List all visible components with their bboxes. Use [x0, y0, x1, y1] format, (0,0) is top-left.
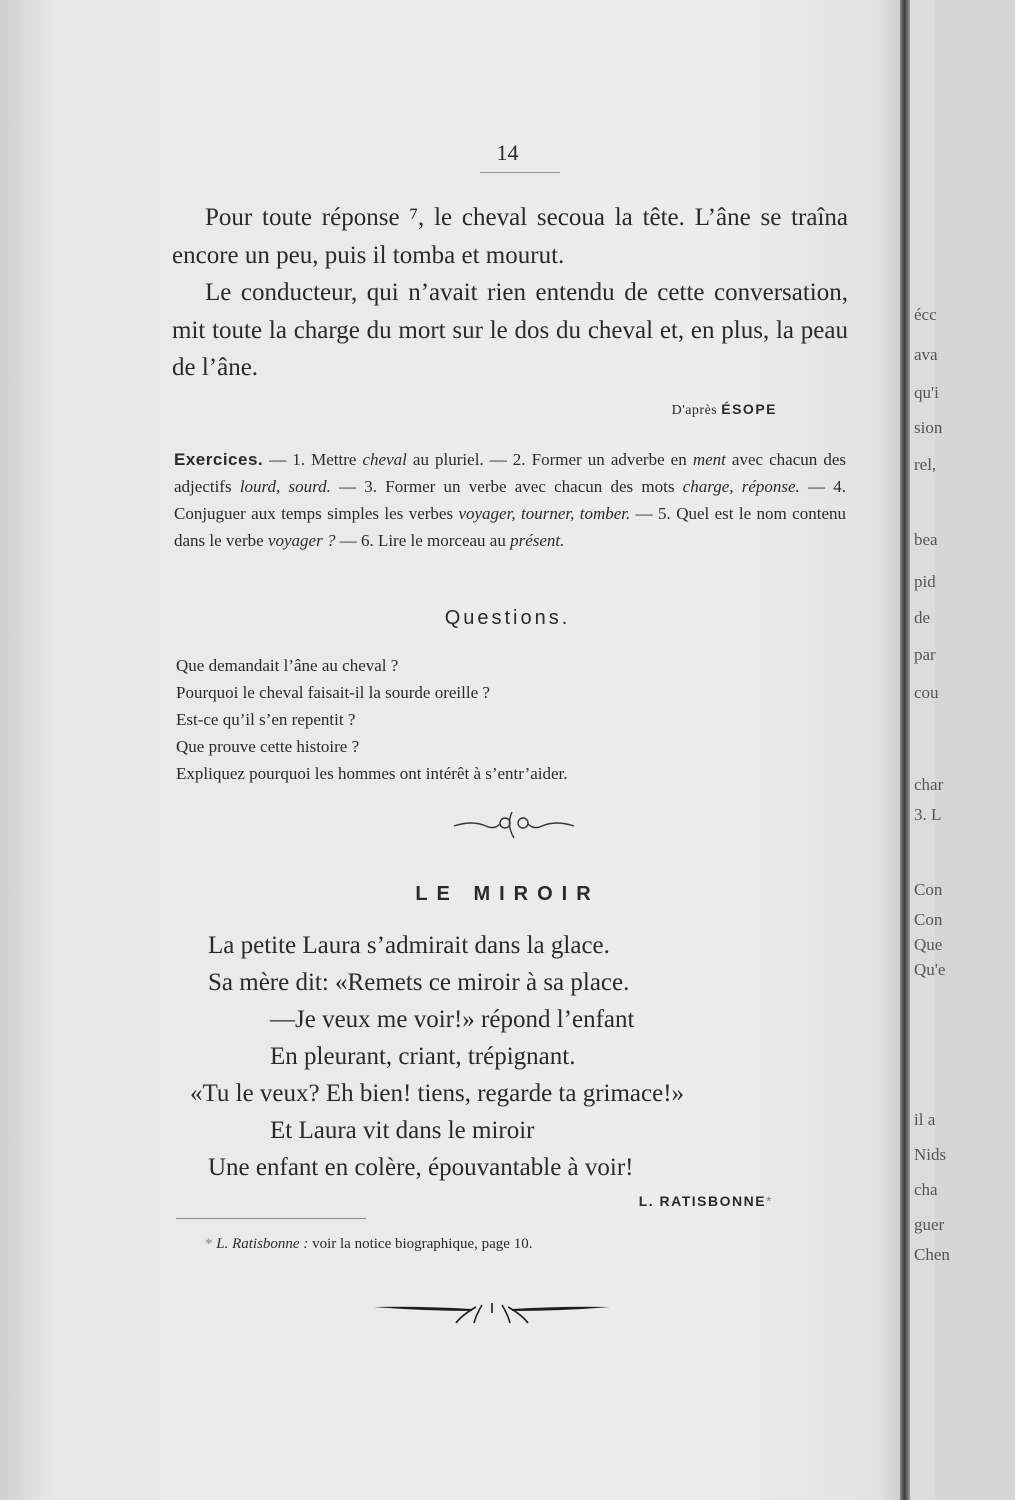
adjacent-page-fragment: ava: [914, 345, 938, 364]
poem-line: La petite Laura s’admirait dans la glace.: [208, 932, 610, 959]
prose-paragraph-2: Le conducteur, qui n’avait rien entendu de cette conversation, mit toute la charge du mort sur le dos du cheval et, en plus, la peau de l’âne.: [172, 279, 848, 381]
exercises-heading: Exercices.: [174, 450, 264, 469]
adjacent-page-fragment: cha: [914, 1180, 938, 1199]
poem-line: «Tu le veux? Eh bien! tiens, regarde ta grimace!»: [190, 1080, 685, 1107]
adjacent-page-fragment: Nids: [914, 1145, 947, 1164]
exercises-run: — 4. Conjuguer aux temps simples les verbes: [174, 477, 846, 523]
footnote-rule: [176, 1218, 366, 1219]
poem-author: [639, 1193, 773, 1209]
adjacent-page-fragment: char: [914, 775, 944, 794]
poem-title: LE MIROIR: [415, 883, 600, 905]
book-gutter: [900, 0, 910, 1500]
attribution: [672, 401, 777, 419]
prose-text: [172, 199, 848, 387]
questions-title: Questions.: [444, 607, 571, 629]
prose-paragraph-1: Pour toute réponse ⁷, le cheval secoua la tête. L’âne se traîna encore un peu, puis il tomba et mourut.: [172, 204, 848, 269]
adjacent-page-fragment: écc: [914, 305, 937, 324]
question-item: Est-ce qu’il s’en repentit ?: [176, 710, 356, 729]
poem-line: Une enfant en colère, épouvantable à voir!: [208, 1154, 634, 1181]
exercises-run: — 1. Mettre: [263, 450, 363, 469]
exercises-block: [174, 446, 846, 554]
question-item: Que prouve cette histoire ?: [176, 737, 360, 756]
exercises-italic-term: lourd, sourd.: [239, 477, 331, 496]
adjacent-page-fragment: guer: [914, 1215, 945, 1234]
adjacent-page-fragment: cou: [914, 683, 939, 702]
page-number: 14: [496, 140, 519, 165]
adjacent-page-fragment: Qu'e: [914, 960, 946, 979]
exercises-text: [174, 450, 846, 550]
footnote-text: voir la notice biographique, page 10.: [312, 1236, 533, 1252]
poem-author-name: L. RATISBONNE: [638, 1193, 767, 1209]
end-ornament: [372, 1295, 612, 1330]
adjacent-page-fragment: Con: [914, 910, 943, 929]
questions-list: [176, 652, 568, 787]
adjacent-page-fragment: par: [914, 645, 936, 664]
adjacent-page-fragment: qu'i: [914, 383, 939, 402]
attribution-author: ÉSOPE: [721, 401, 777, 417]
exercises-run: — 6. Lire le morceau au: [335, 531, 511, 550]
adjacent-page-fragment: bea: [914, 530, 938, 549]
exercises-italic-term: charge, réponse.: [682, 477, 800, 496]
exercises-italic-term: cheval: [362, 450, 407, 469]
adjacent-page-fragment: Con: [914, 880, 943, 899]
adjacent-page-fragment: il a: [914, 1110, 936, 1129]
adjacent-page-fragment: 3. L: [914, 805, 942, 824]
poem-line: Sa mère dit: «Remets ce miroir à sa place.: [208, 969, 630, 996]
adjacent-page-fragment: sion: [914, 418, 943, 437]
question-item: Que demandait l’âne au cheval ?: [176, 656, 399, 675]
exercises-italic-term: voyager, tourner, tomber.: [458, 504, 631, 523]
adjacent-page-fragment: Que: [914, 935, 943, 954]
exercises-run: avec chacun des adjectifs: [174, 450, 847, 496]
exercises-italic-term: voyager ?: [267, 531, 336, 550]
exercises-run: — 5. Quel est le nom contenu dans le verbe: [174, 504, 846, 550]
footnote: [205, 1236, 532, 1253]
adjacent-page-fragment: rel,: [914, 455, 937, 474]
small-ornament: [452, 808, 576, 847]
adjacent-page-fragment: Chen: [914, 1245, 950, 1264]
adjacent-page-edge: [910, 0, 950, 1500]
page-number-rule: [480, 172, 560, 173]
poem-line: —Je veux me voir!» répond l’enfant: [270, 1006, 635, 1033]
poem-line: Et Laura vit dans le miroir: [270, 1117, 535, 1144]
poem-line: En pleurant, criant, trépignant.: [270, 1043, 576, 1070]
attribution-prefix: D'après: [671, 403, 718, 418]
adjacent-page-fragment: pid: [914, 572, 936, 591]
question-item: Pourquoi le cheval faisait-il la sourde oreille ?: [176, 683, 490, 702]
exercises-italic-term: ment: [692, 450, 726, 469]
exercises-run: au pluriel. — 2. Former un adverbe en: [406, 450, 693, 469]
footnote-mark: *: [205, 1236, 213, 1252]
exercises-run: — 3. Former un verbe avec chacun des mots: [330, 477, 683, 496]
adjacent-page-fragment: de: [914, 608, 931, 627]
footnote-name: L. Ratisbonne :: [216, 1236, 309, 1252]
exercises-italic-term: présent.: [510, 531, 565, 550]
poem-author-mark: *: [766, 1193, 773, 1209]
question-item: Expliquez pourquoi les hommes ont intérêt à s’entr’aider.: [176, 764, 568, 783]
